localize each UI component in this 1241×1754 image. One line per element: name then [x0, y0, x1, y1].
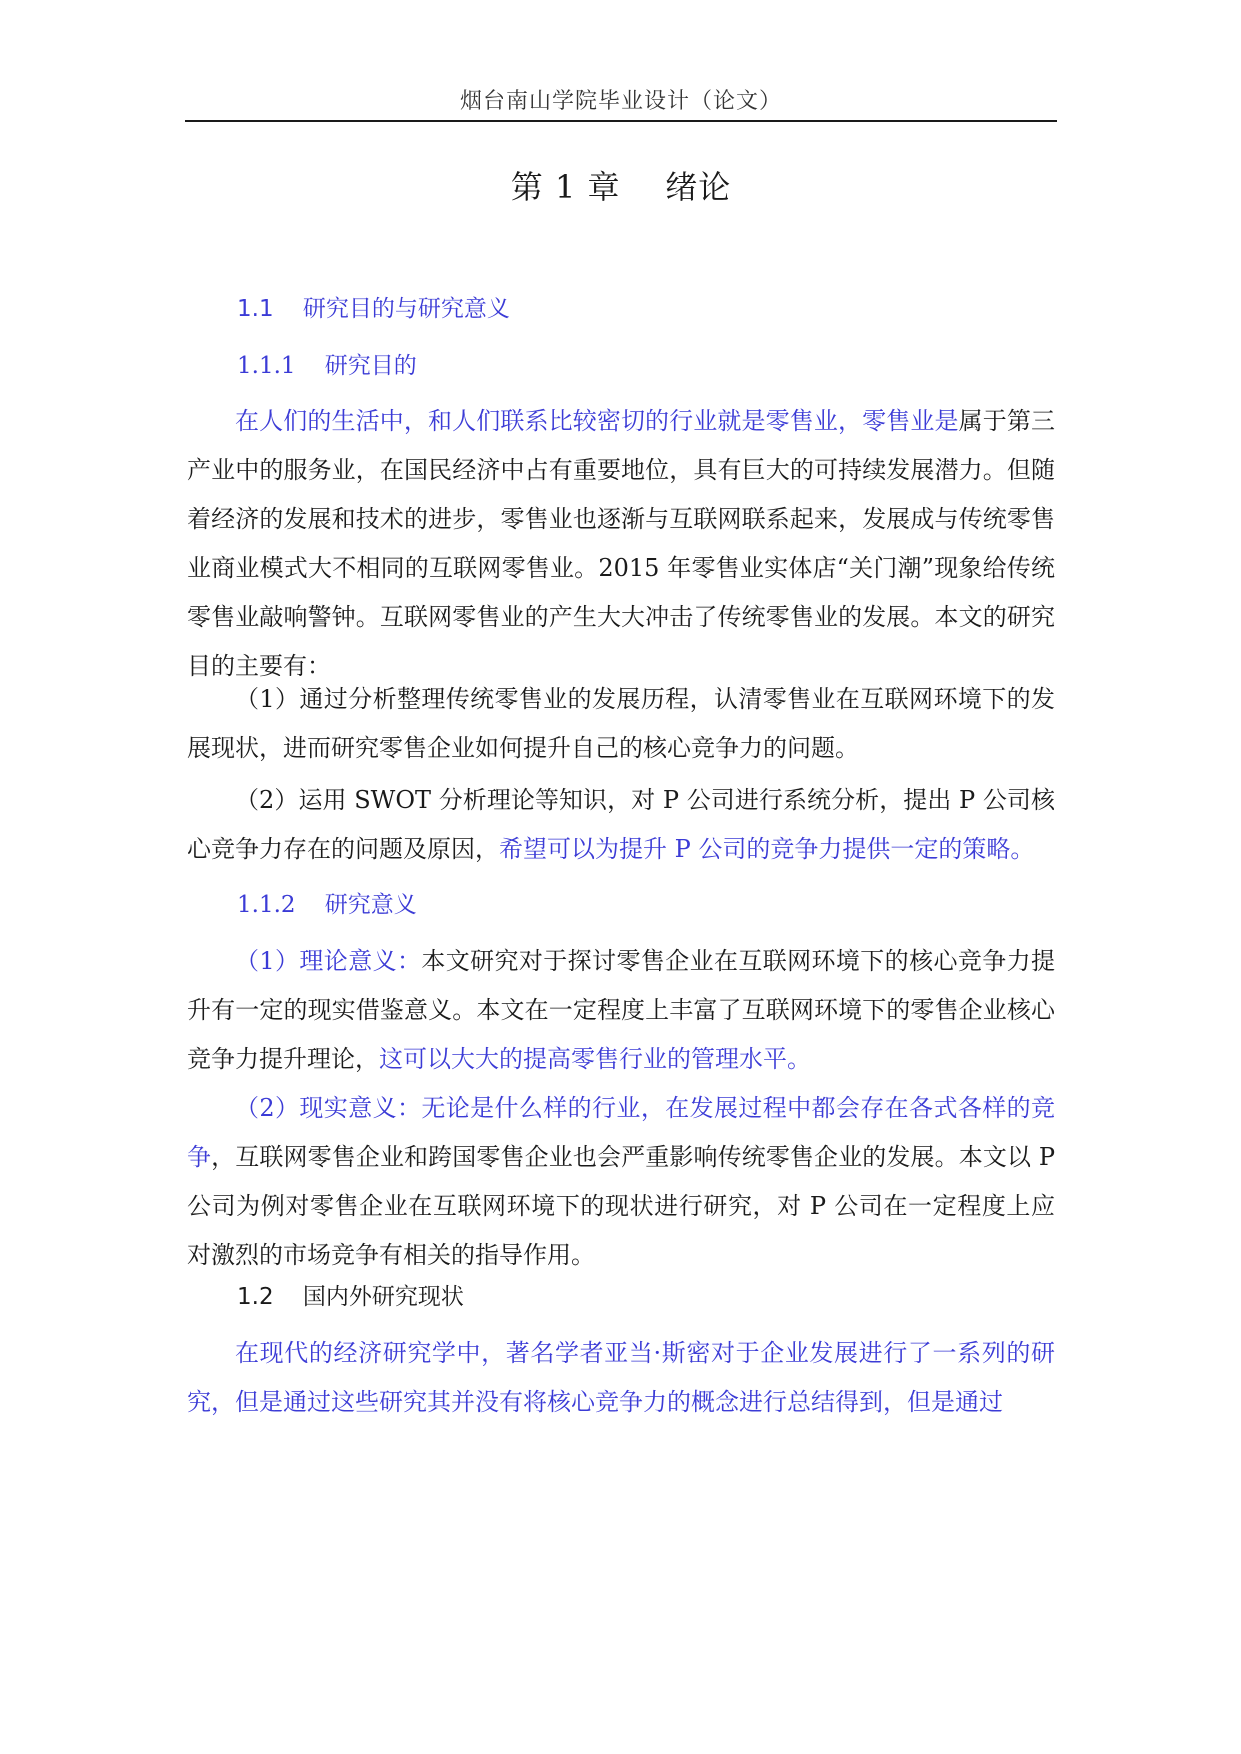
paragraph-highlight: 在现代的经济研究学中，著名学者亚当·斯密对于企业发展进行了一系列的研究，但是通过这些研究其并没有将核心竞争力的概念进行总结得到，但是通过	[187, 1339, 1055, 1416]
paragraph-text: ，互联网零售企业和跨国零售企业也会严重影响传统零售企业的发展。本文以 P 公司为例对零售企业在互联网环境下的现状进行研究，对 P 公司在一定程度上应对激烈的市场竞争有相关的指导作用。	[187, 1143, 1056, 1269]
paragraph-research-status	[187, 1329, 1055, 1427]
paragraph-theoretical-significance	[187, 937, 1055, 1084]
section-heading-1-2: 1.2 国内外研究现状	[237, 1284, 464, 1310]
paragraph-highlight: 希望可以为提升 P 公司的竞争力提供一定的策略。	[499, 835, 1035, 863]
running-header: 烟台南山学院毕业设计（论文）	[459, 89, 782, 114]
paragraph-text: （1）通过分析整理传统零售业的发展历程，认清零售业在互联网环境下的发展现状，进而研究零售企业如何提升自己的核心竞争力的问题。	[187, 685, 1055, 762]
chapter-title: 第 1 章 绪论	[510, 168, 732, 206]
header-rule	[185, 120, 1057, 122]
section-heading-1-1-1: 1.1.1 研究目的	[237, 353, 417, 379]
paragraph-practical-significance	[187, 1084, 1055, 1280]
section-heading-1-1-2: 1.1.2 研究意义	[237, 892, 417, 918]
paragraph-purpose-1	[187, 675, 1055, 773]
paragraph-purpose-2	[187, 776, 1055, 874]
paragraph-research-purpose	[187, 397, 1055, 691]
paragraph-highlight: （2）现实意义：无论是什么样的行业，在发展过程中都会存在各式各样的竞争	[187, 1094, 1055, 1171]
paragraph-highlight: 这可以大大的提高零售行业的管理水平。	[379, 1045, 811, 1073]
paragraph-text: 本文研究对于探讨零售企业在互联网环境下的核心竞争力提升有一定的现实借鉴意义。本文在一定程度上丰富了互联网环境下的零售企业核心竞争力提升理论，	[187, 947, 1055, 1073]
section-heading-1-1: 1.1 研究目的与研究意义	[237, 296, 510, 322]
paragraph-highlight: （1）理论意义：	[235, 947, 422, 975]
paragraph-text: 属于第三产业中的服务业，在国民经济中占有重要地位，具有巨大的可持续发展潜力。但随着经济的发展和技术的进步，零售业也逐渐与互联网联系起来，发展成与传统零售业商业模式大不相同的互联网零售业。2015 年零售业实体店“关门潮”现象给传统零售业敲响警钟。互联网零售业的产生大大冲击了传统零售业的发展。本文的研究目的主要有：	[187, 407, 1056, 680]
paragraph-text: （2）运用 SWOT 分析理论等知识，对 P 公司进行系统分析，提出 P 公司核心竞争力存在的问题及原因，	[187, 786, 1055, 863]
paragraph-highlight: 在人们的生活中，和人们联系比较密切的行业就是零售业，零售业是	[235, 407, 959, 435]
